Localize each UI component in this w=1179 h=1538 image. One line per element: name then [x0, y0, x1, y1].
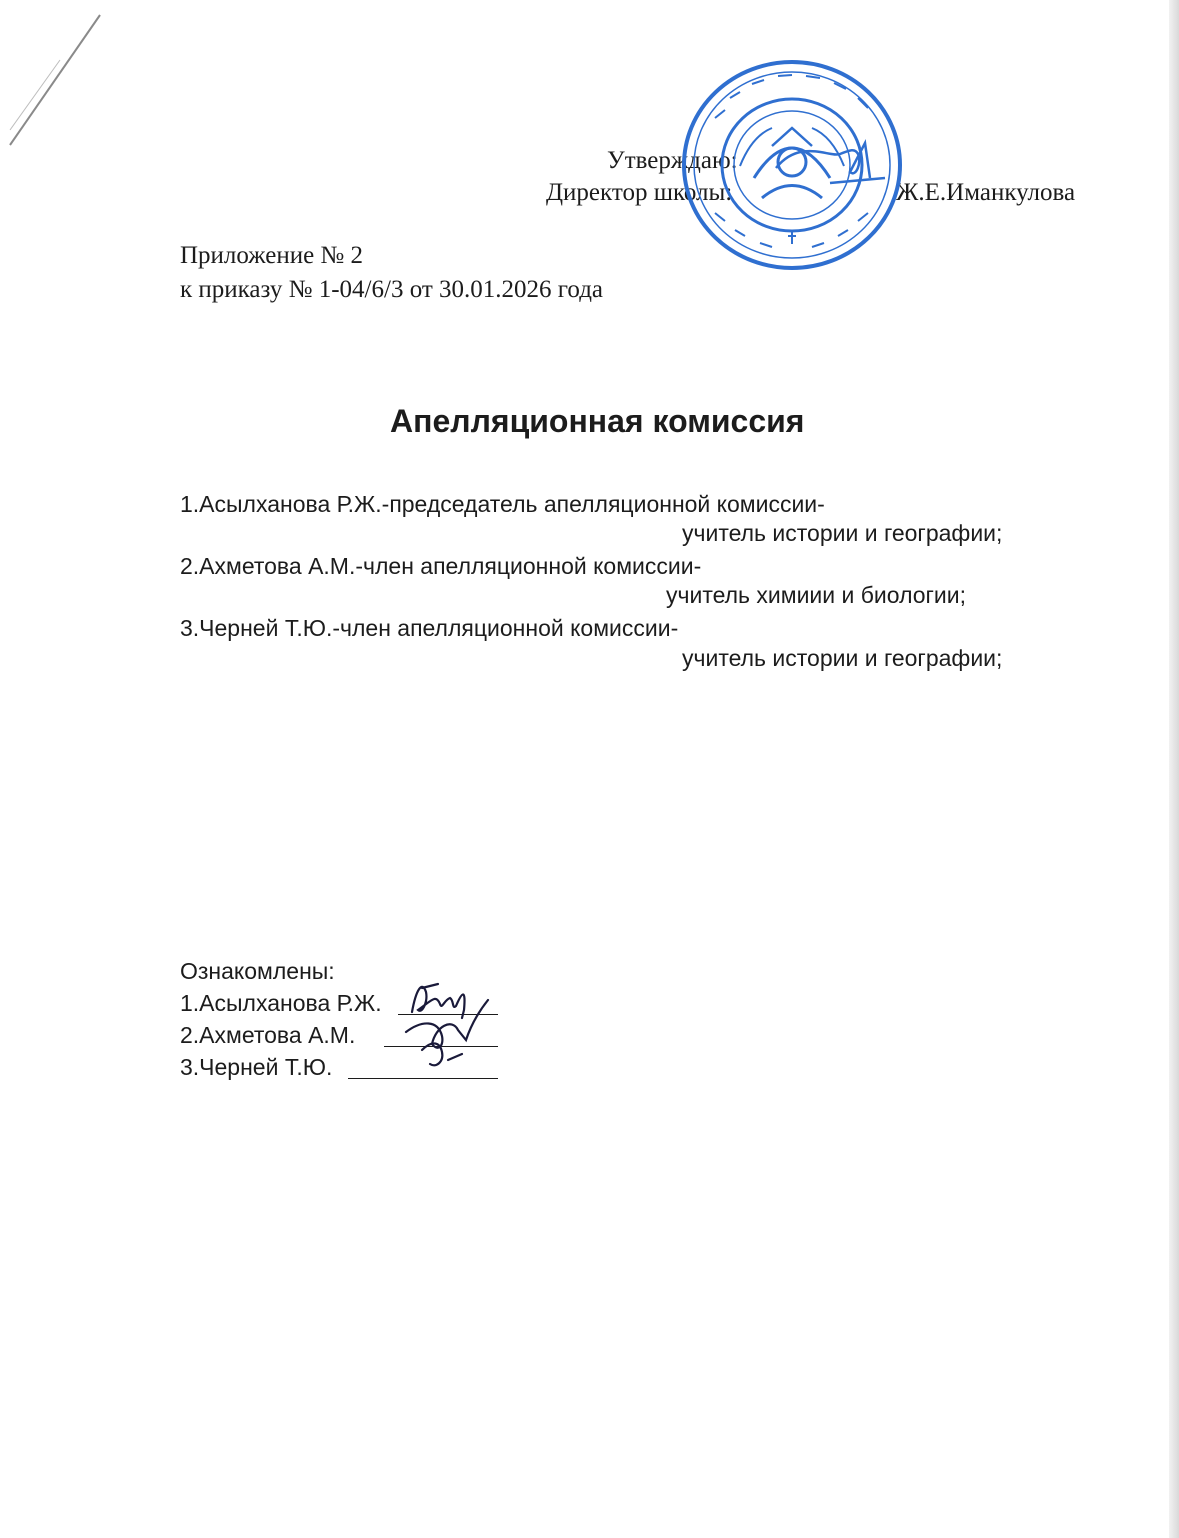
member-1-role: учитель истории и географии; [682, 520, 1003, 546]
acknowledged-name-1: 1.Асылханова Р.Ж. [180, 990, 382, 1016]
member-2-role: учитель химиии и биологии; [666, 582, 967, 608]
document-title: Апелляционная комиссия [390, 403, 805, 439]
acknowledged-heading: Ознакомлены: [180, 958, 335, 984]
member-2: 2.Ахметова А.М.-член апелляционной комиссии- [180, 553, 702, 579]
acknowledged-name-2: 2.Ахметова А.М. [180, 1022, 356, 1048]
acknowledged-name-3: 3.Черней Т.Ю. [180, 1054, 333, 1080]
appendix-number: Приложение № 2 [180, 242, 364, 269]
member-3-role: учитель истории и географии; [682, 645, 1003, 671]
member-3: 3.Черней Т.Ю.-член апелляционной комиссии- [180, 615, 679, 641]
page-edge-shadow [1169, 0, 1179, 1538]
approval-director-label: Директор школы: [546, 179, 733, 206]
official-stamp [680, 58, 904, 272]
approval-director-name: Ж.Е.Иманкулова [896, 179, 1076, 206]
folded-corner [0, 0, 120, 160]
member-1: 1.Асылханова Р.Ж.-председатель апелляционной комиссии- [180, 491, 825, 517]
appendix-order-ref: к приказу № 1-04/6/3 от 30.01.2026 года [180, 276, 604, 303]
handwritten-signatures [392, 970, 502, 1085]
approval-line1: Утверждаю: [607, 147, 738, 174]
